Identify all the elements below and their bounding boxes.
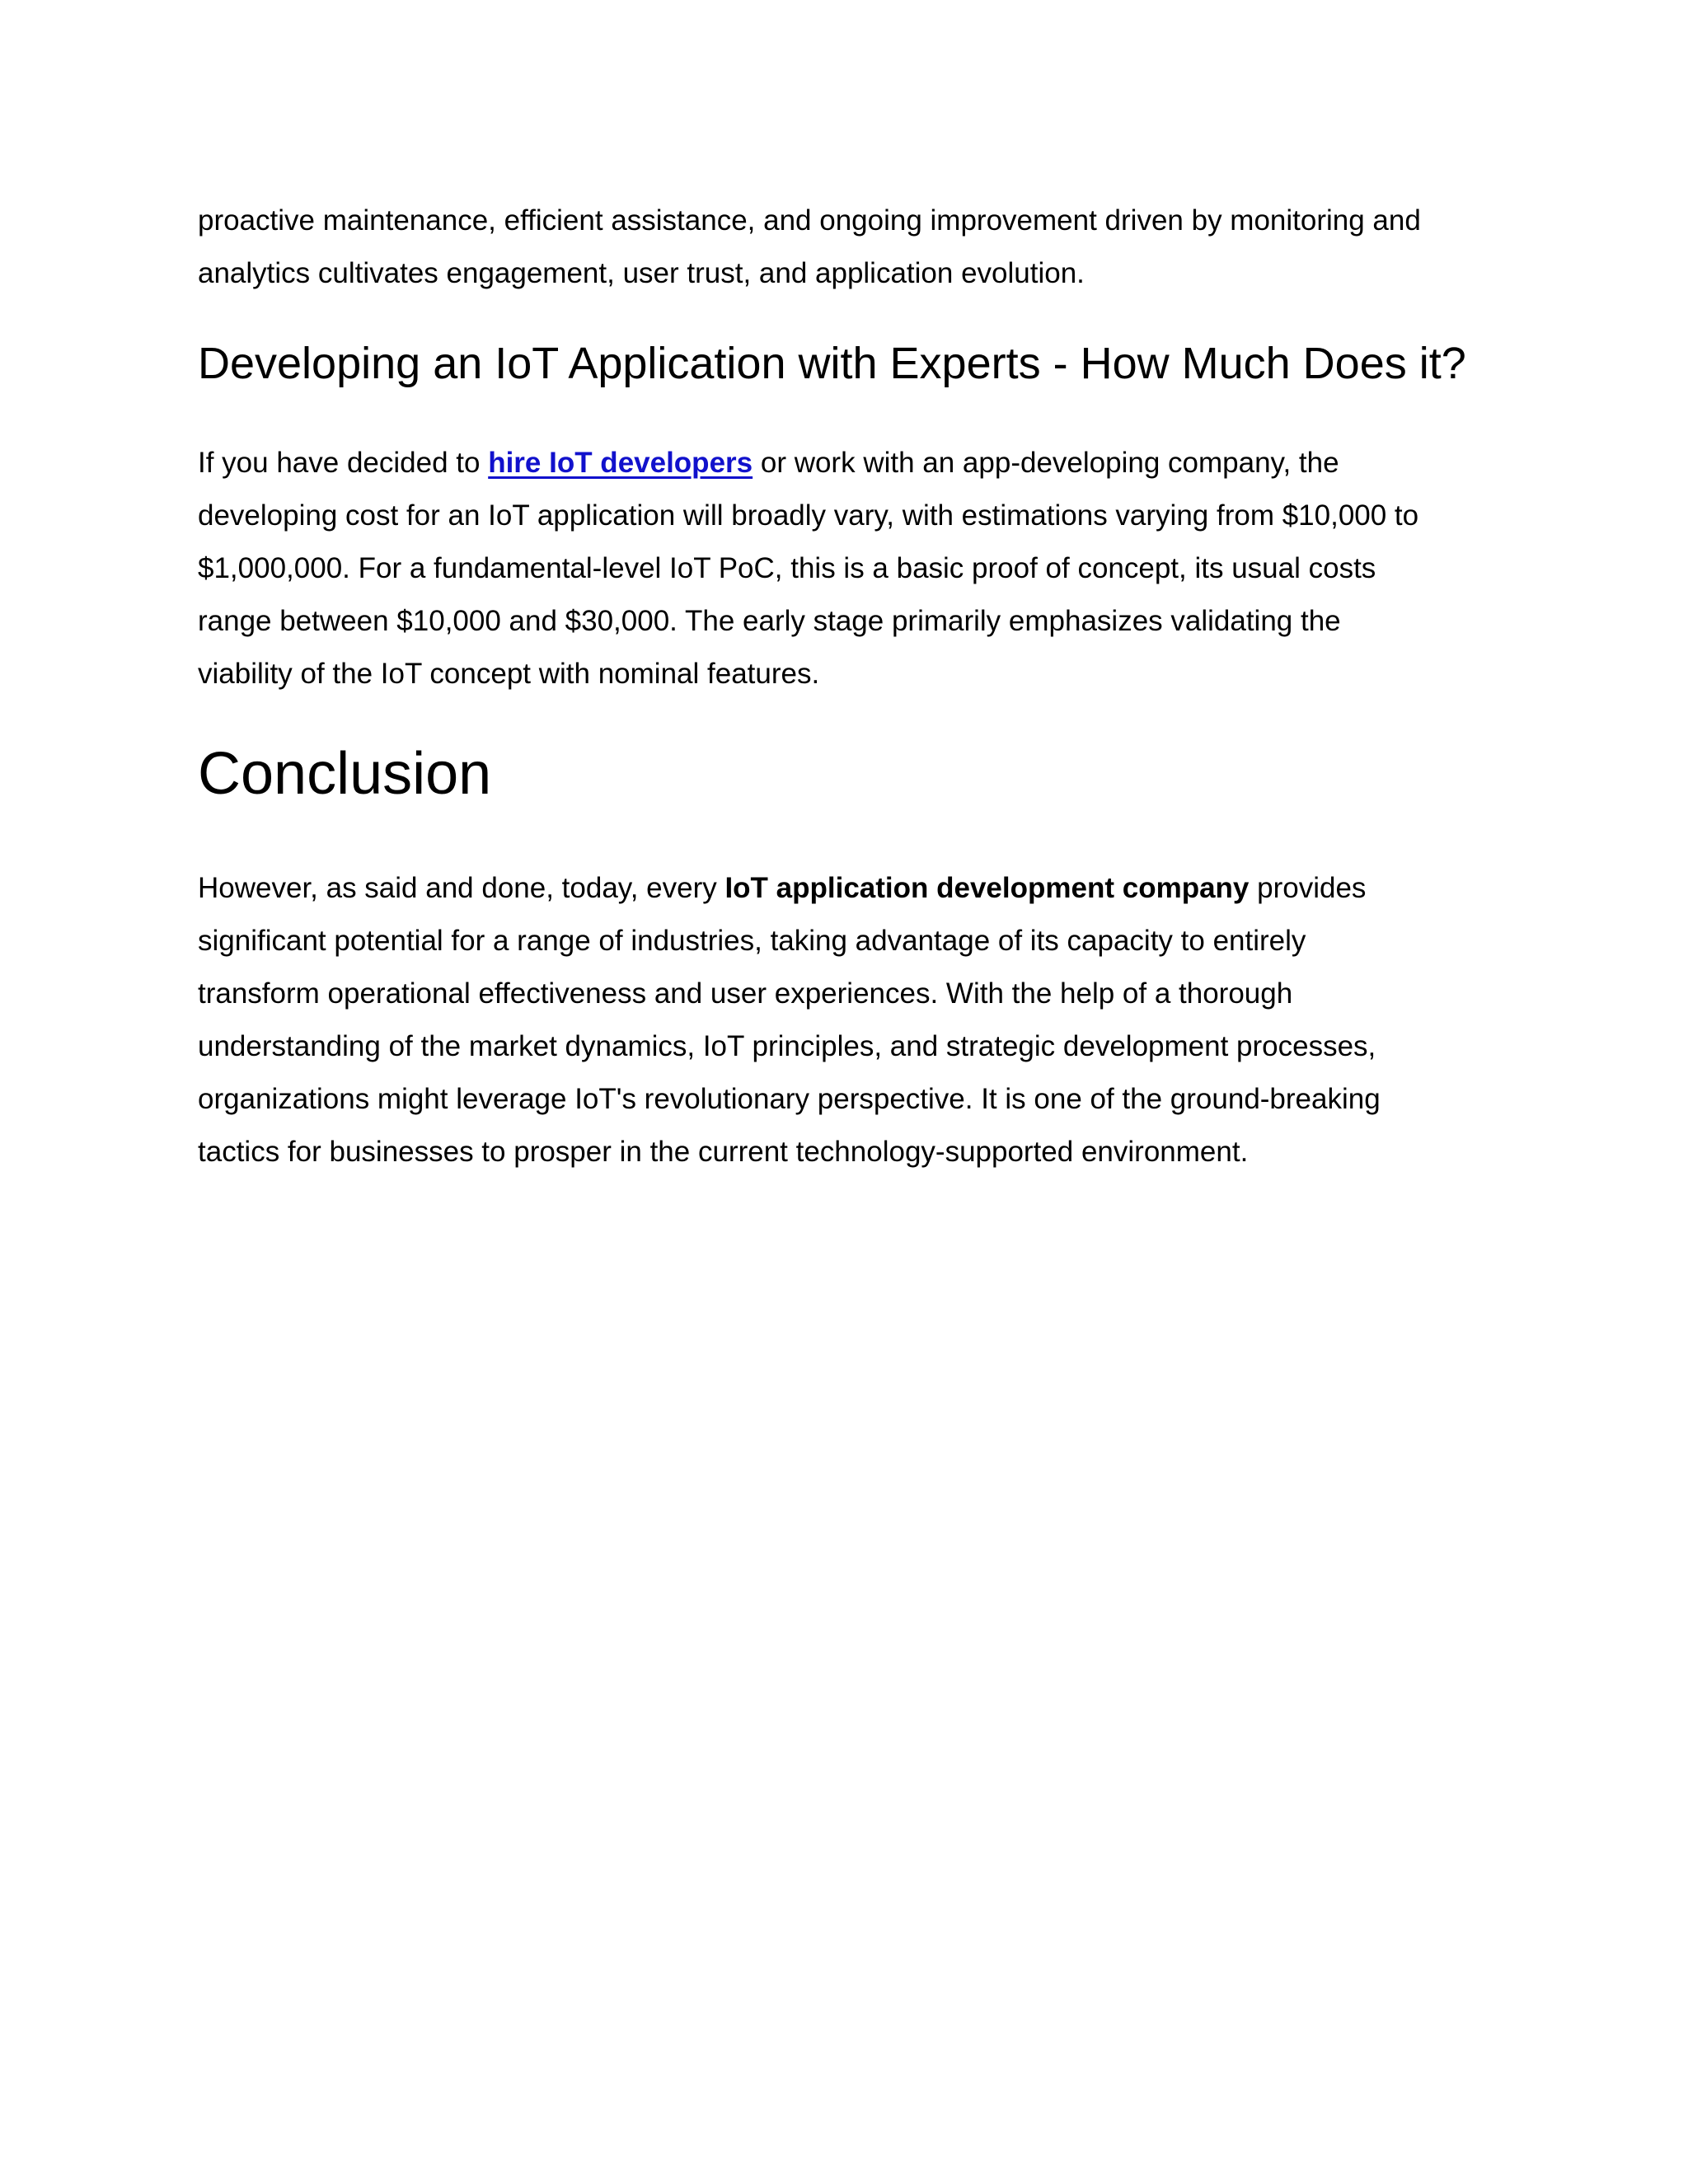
cost-line-1 [198, 437, 1500, 490]
cost-line-4: range between $10,000 and $30,000. The early stage primarily emphasizes validating the [198, 605, 1341, 637]
cost-line-3: $1,000,000. For a fundamental-level IoT PoC, this is a basic proof of concept, its usual costs [198, 552, 1376, 584]
conclusion-line-1-end: provides [1249, 872, 1367, 904]
hire-iot-developers-link[interactable]: hire IoT developers [488, 447, 753, 479]
intro-line-1: proactive maintenance, efficient assistance, and ongoing improvement driven by monitoring and [198, 204, 1421, 237]
cost-section-heading: Developing an IoT Application with Experts - How Much Does it? [198, 339, 1466, 388]
iot-company-bold-text: IoT application development company [724, 872, 1250, 904]
document-body [198, 194, 1500, 1179]
conclusion-line-5: organizations might leverage IoT's revolutionary perspective. It is one of the ground-breaking [198, 1083, 1381, 1115]
cost-line-2: developing cost for an IoT application will broadly vary, with estimations varying from $10,000 to [198, 499, 1419, 532]
conclusion-line-3: transform operational effectiveness and user experiences. With the help of a thorough [198, 977, 1293, 1010]
intro-line-2: analytics cultivates engagement, user trust, and application evolution. [198, 257, 1085, 289]
conclusion-line-1-start: However, as said and done, today, every [198, 872, 725, 904]
cost-line-1-end: or work with an app-developing company, the [753, 447, 1339, 479]
conclusion-line-2: significant potential for a range of industries, taking advantage of its capacity to entirely [198, 925, 1306, 957]
intro-paragraph [198, 194, 1500, 300]
conclusion-paragraph [198, 862, 1500, 1179]
conclusion-line-6: tactics for businesses to prosper in the current technology-supported environment. [198, 1136, 1249, 1168]
conclusion-line-1 [198, 862, 1500, 915]
conclusion-heading: Conclusion [198, 741, 492, 807]
conclusion-line-4: understanding of the market dynamics, IoT principles, and strategic development processes, [198, 1030, 1376, 1062]
cost-line-5: viability of the IoT concept with nominal features. [198, 658, 820, 690]
cost-line-1-start: If you have decided to [198, 447, 489, 479]
cost-paragraph [198, 437, 1500, 701]
